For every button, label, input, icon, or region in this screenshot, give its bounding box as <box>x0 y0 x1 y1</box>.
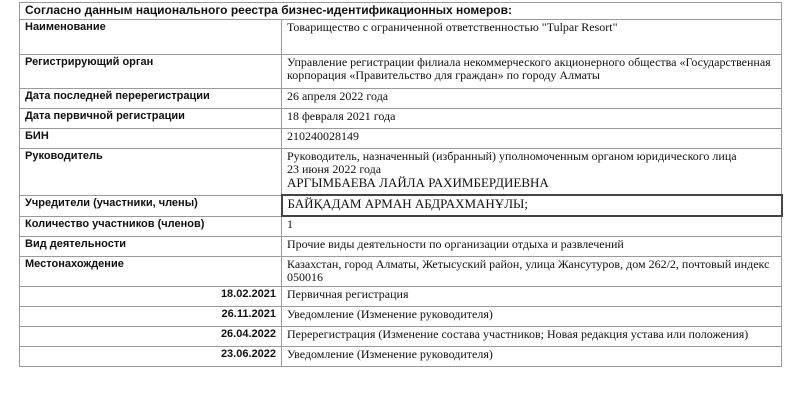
row-founders <box>20 195 782 216</box>
value-first-registration: 18 февраля 2021 года <box>282 109 782 129</box>
label-location: Местонахождение <box>20 257 282 287</box>
table-header: Согласно данным национального реестра бизнес-идентификационных номеров: <box>20 3 782 20</box>
history-row <box>20 307 782 327</box>
value-founders: БАЙҚАДАМ АРМАН АБДРАХМАНҰЛЫ; <box>282 195 782 216</box>
row-registrar <box>20 55 782 89</box>
value-name: Товарищество с ограниченной ответственностью "Tulpar Resort" <box>282 20 782 55</box>
history-row <box>20 327 782 347</box>
director-person: АРГЫМБАЕВА ЛАЙЛА РАХИМБЕРДИЕВНА <box>287 175 549 190</box>
history-event: Уведомление (Изменение руководителя) <box>282 307 782 327</box>
value-location: Казахстан, город Алматы, Жетысуский район, улица Жансутуров, дом 262/2, почтовый индекс 050016 <box>282 257 782 287</box>
registry-extract <box>19 2 781 367</box>
history-date: 18.02.2021 <box>20 287 282 307</box>
row-last-reregistration <box>20 89 782 109</box>
row-activity <box>20 237 782 257</box>
label-members-count: Количество участников (членов) <box>20 216 282 237</box>
label-activity: Вид деятельности <box>20 237 282 257</box>
history-event: Уведомление (Изменение руководителя) <box>282 347 782 367</box>
label-registrar: Регистрирующий орган <box>20 55 282 89</box>
label-last-reregistration: Дата последней перерегистрации <box>20 89 282 109</box>
row-first-registration <box>20 109 782 129</box>
row-bin <box>20 129 782 149</box>
history-row <box>20 287 782 307</box>
label-founders: Учредители (участники, члены) <box>20 195 282 216</box>
history-date: 26.04.2022 <box>20 327 282 347</box>
label-director: Руководитель <box>20 149 282 196</box>
director-date: 23 июня 2022 года <box>287 162 382 176</box>
header-row <box>20 3 782 20</box>
label-name: Наименование <box>20 20 282 55</box>
value-members-count: 1 <box>282 216 782 237</box>
value-bin: 210240028149 <box>282 129 782 149</box>
value-director <box>282 149 782 196</box>
history-row <box>20 347 782 367</box>
row-name <box>20 20 782 55</box>
row-location <box>20 257 782 287</box>
label-first-registration: Дата первичной регистрации <box>20 109 282 129</box>
value-registrar: Управление регистрации филиала некоммерческого акционерного общества «Государственная корпорация «Правительство для граждан» по городу Алматы <box>282 55 782 89</box>
row-director <box>20 149 782 196</box>
history-date: 23.06.2022 <box>20 347 282 367</box>
registry-table <box>19 2 783 367</box>
row-members-count <box>20 216 782 237</box>
label-bin: БИН <box>20 129 282 149</box>
value-last-reregistration: 26 апреля 2022 года <box>282 89 782 109</box>
history-event: Перерегистрация (Изменение состава участников; Новая редакция устава или положения) <box>282 327 782 347</box>
history-date: 26.11.2021 <box>20 307 282 327</box>
history-event: Первичная регистрация <box>282 287 782 307</box>
value-activity: Прочие виды деятельности по организации отдыха и развлечений <box>282 237 782 257</box>
director-role: Руководитель, назначенный (избранный) уполномоченным органом юридического лица <box>287 149 737 163</box>
